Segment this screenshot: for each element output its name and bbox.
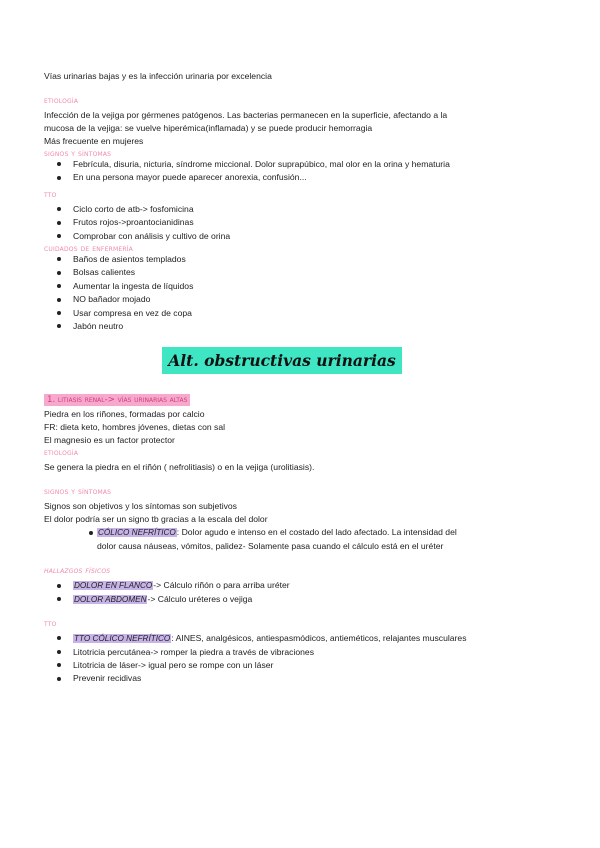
signos-heading: signos y síntomas (44, 148, 112, 158)
list-item: Litotricia percutánea-> romper la piedra a través de vibraciones (44, 646, 520, 659)
signos-list (44, 158, 520, 185)
list-item: En una persona mayor puede aparecer anorexia, confusión... (44, 171, 520, 184)
banner-title: Alt. obstructivas urinarias (162, 347, 401, 374)
document-page (44, 70, 520, 686)
list-item: Bolsas calientes (44, 266, 520, 279)
etiologia-line-2: mucosa de la vejiga: se vuelve hiperémica(inflamada) y se puede producir hemorragia (44, 123, 373, 133)
cuidados-list (44, 253, 520, 333)
signos-2-line-1: Signos son objetivos y los síntomas son subjetivos (44, 501, 237, 512)
litiasis-line-3: El magnesio es un factor protector (44, 435, 175, 446)
list-item: Ciclo corto de atb-> fosfomicina (44, 203, 520, 216)
list-item: Jabón neutro (44, 320, 520, 333)
etiologia-2-line: Se genera la piedra en el riñón ( nefrolitiasis) o en la vejiga (urolitiasis). (44, 462, 315, 473)
list-item (44, 526, 520, 553)
list-item: Febrícula, disuria, nicturia, síndrome miccional. Dolor suprapúbico, mal olor en la orina y hematuria (44, 158, 520, 171)
colico-text-2: dolor causa náuseas, vómitos, palidez- Solamente pasa cuando el cálculo está en el uréter (97, 540, 444, 551)
tto-colico-text: : AINES, analgésicos, antiespasmódicos, antieméticos, relajantes musculares (171, 633, 467, 644)
hallazgos-heading: hallazgos físicos (44, 565, 111, 576)
hallazgo-text: -> Cálculo riñón o para arriba uréter (153, 580, 290, 591)
tto-2-heading: tto (44, 618, 57, 629)
litiasis-line-1: Piedra en los riñones, formadas por calcio (44, 409, 205, 420)
list-item: Aumentar la ingesta de líquidos (44, 280, 520, 293)
list-item: Frutos rojos->proantocianidinas (44, 216, 520, 229)
signos-2-line-2: El dolor podría ser un signo tb gracias a la escala del dolor (44, 514, 268, 525)
etiologia-line-3: Más frecuente en mujeres (44, 136, 144, 146)
list-item: Comprobar con análisis y cultivo de orina (44, 230, 520, 243)
hallazgo-text: -> Cálculo uréteres o vejiga (147, 593, 253, 604)
tto-list (44, 203, 520, 243)
list-item: Prevenir recidivas (44, 672, 520, 685)
etiologia-line-1: Infección de la vejiga por gérmenes patógenos. Las bacterias permanecen en la superficie, afectando a la (44, 110, 448, 120)
tto-colico-label: TTO CÓLICO NEFRÍTICO (74, 634, 171, 644)
list-item: Baños de asientos templados (44, 253, 520, 266)
list-item: Litotricia de láser-> igual pero se rompe con un láser (44, 659, 520, 672)
list-item (44, 632, 520, 645)
colico-text-1: : Dolor agudo e intenso en el costado del lado afectado. La intensidad del (176, 527, 457, 538)
cuidados-heading: cuidados de enfermería (44, 243, 133, 254)
list-item (44, 593, 520, 606)
intro-text: Vías urinarias bajas y es la infección urinaria por excelencia (44, 71, 272, 81)
section-banner (44, 347, 520, 374)
tto-heading: tto (44, 188, 57, 199)
litiasis-line-2: FR: dieta keto, hombres jóvenes, dietas con sal (44, 422, 226, 433)
list-item (44, 579, 520, 592)
list-item: NO bañador mojado (44, 293, 520, 306)
list-item: Usar compresa en vez de copa (44, 307, 520, 320)
colico-label: CÓLICO NEFRÍTICO (98, 528, 176, 538)
etiologia-heading: etiología (44, 95, 79, 105)
tto-2-list (44, 632, 520, 686)
hallazgos-list (44, 579, 520, 606)
litiasis-heading: 1. litiasis renal-> vías urinarias altas (44, 394, 190, 406)
hallazgo-label: DOLOR EN FLANCO (74, 581, 153, 591)
colico-list (44, 526, 520, 553)
hallazgo-label: DOLOR ABDOMEN (74, 594, 147, 604)
signos-2-heading: signos y síntomas (44, 486, 112, 497)
etiologia-2-heading: etiología (44, 447, 79, 458)
